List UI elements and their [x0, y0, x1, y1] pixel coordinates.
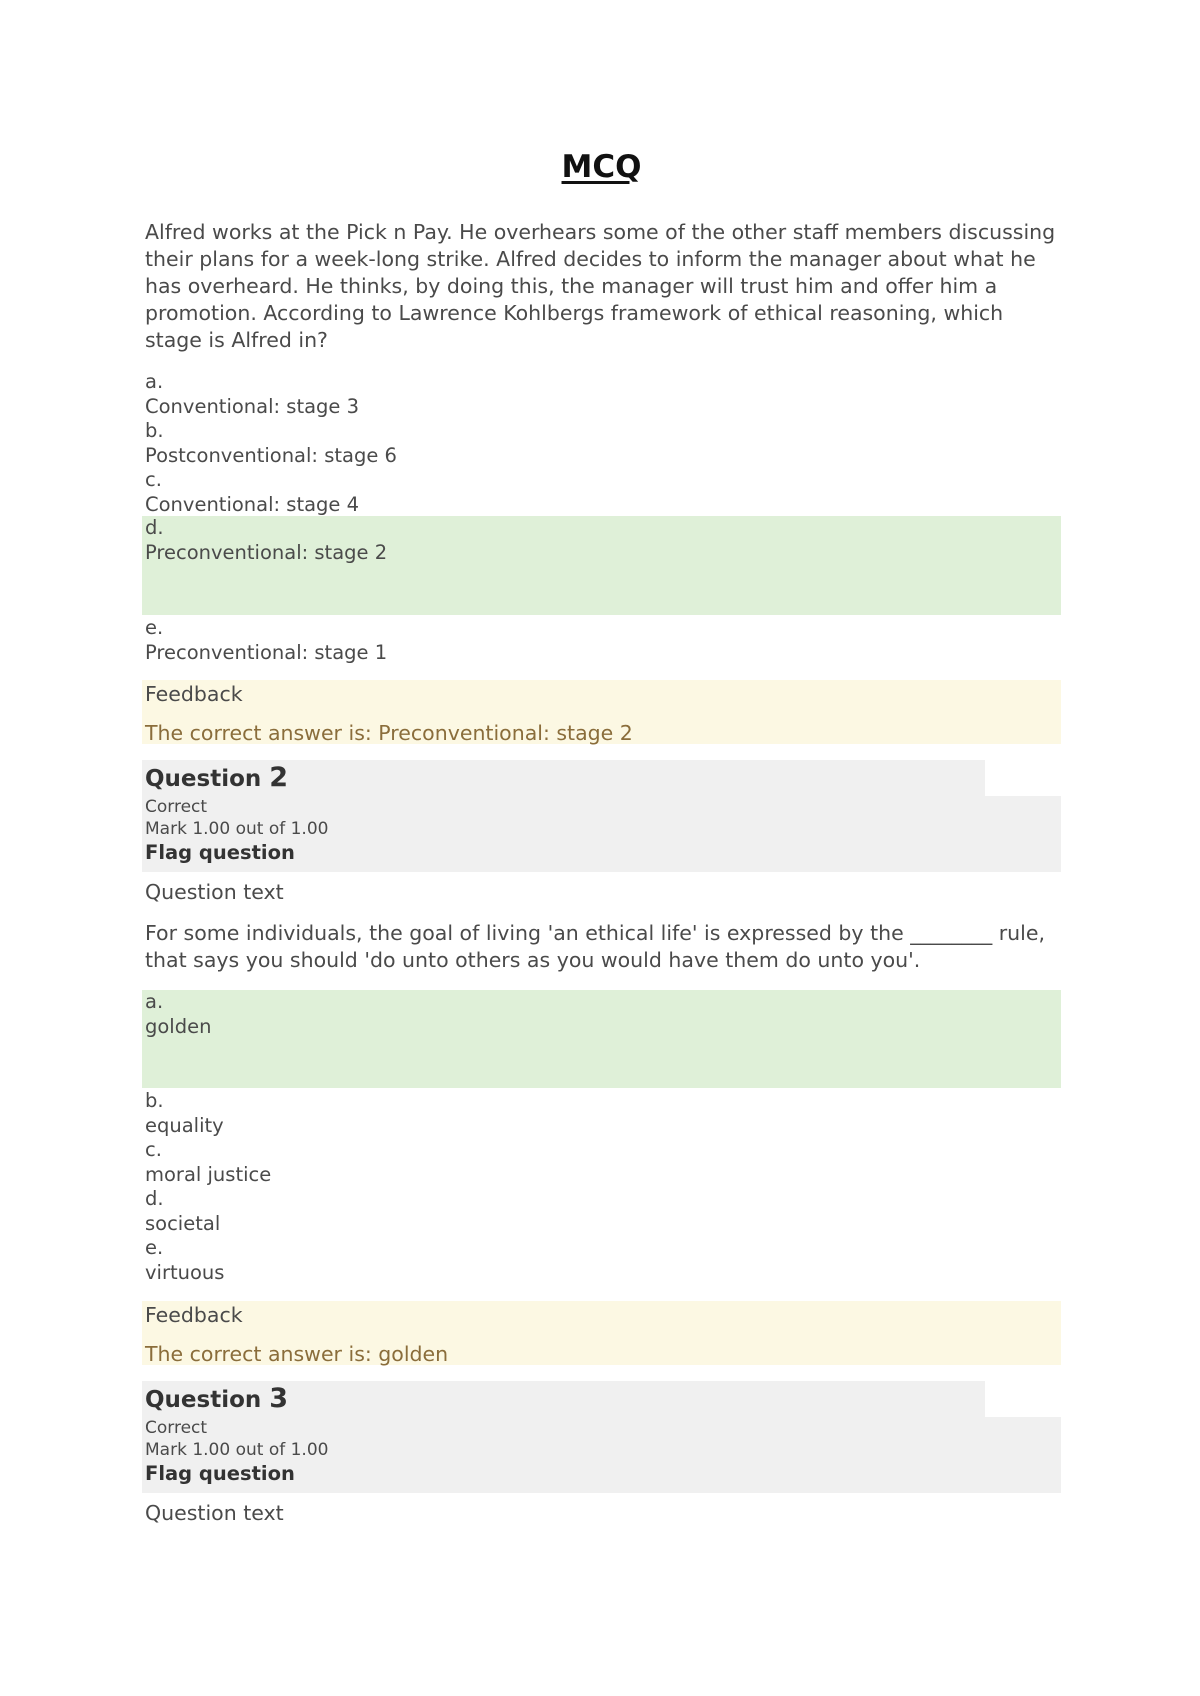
option-letter: e.: [145, 1236, 164, 1259]
option-letter: c.: [145, 1138, 162, 1161]
question-1-option-e[interactable]: [142, 616, 1061, 665]
question-number-value: 2: [269, 762, 289, 793]
question-state: Correct: [145, 797, 208, 817]
question-grade: Mark 1.00 out of 1.00: [145, 819, 329, 839]
question-number: [145, 1384, 288, 1415]
question-grade: Mark 1.00 out of 1.00: [145, 1440, 329, 1460]
option-text: Conventional: stage 4: [145, 492, 360, 516]
question-number-value: 3: [269, 1383, 289, 1414]
question-heading: Question: [145, 1387, 270, 1413]
question-1-option-a[interactable]: [142, 370, 1061, 419]
question-3-text-label: Question text: [145, 1501, 284, 1525]
question-2-text: For some individuals, the goal of living 'an ethical life' is expressed by the ________ rule, that says you should 'do unto others as you would have them do unto you'.: [145, 921, 1045, 972]
question-2-info: [142, 760, 1061, 872]
option-text: moral justice: [145, 1162, 272, 1186]
question-2-option-b[interactable]: [142, 1089, 1061, 1138]
flag-question-link[interactable]: Flag question: [145, 1462, 295, 1485]
question-1-option-b[interactable]: [142, 419, 1061, 468]
flag-question-link[interactable]: Flag question: [145, 841, 295, 864]
feedback-label: Feedback: [145, 1303, 243, 1327]
question-1-option-d-correct[interactable]: [142, 516, 1061, 615]
question-heading: Question: [145, 766, 270, 792]
question-2-text-label: Question text: [145, 880, 284, 904]
option-text: Preconventional: stage 2: [145, 540, 388, 564]
option-letter: a.: [145, 370, 164, 393]
option-letter: d.: [145, 1187, 164, 1210]
question-2-option-e[interactable]: [142, 1236, 1061, 1285]
option-letter: c.: [145, 468, 162, 491]
document-title: MCQ: [561, 149, 642, 185]
option-text: Conventional: stage 3: [145, 394, 360, 418]
option-text: Postconventional: stage 6: [145, 443, 397, 467]
option-text: Preconventional: stage 1: [145, 640, 388, 664]
question-2-option-d[interactable]: [142, 1187, 1061, 1236]
question-2-option-a-correct[interactable]: [142, 990, 1061, 1088]
question-3-info: [142, 1381, 1061, 1493]
question-2-feedback: [142, 1301, 1061, 1365]
question-1-feedback: [142, 680, 1061, 744]
question-state: Correct: [145, 1418, 208, 1438]
option-text: golden: [145, 1014, 212, 1038]
question-1-text: Alfred works at the Pick n Pay. He overhears some of the other staff members discussing their plans for a week-long strike. Alfred decides to inform the manager about what he has overheard. He thinks, by doing this, the manager will trust him and offer him a promotion. According to Lawrence Kohlbergs framework of ethical reasoning, which stage is Alfred in?: [145, 220, 1056, 352]
feedback-correct-answer: The correct answer is: Preconventional: stage 2: [145, 721, 633, 745]
option-letter: d.: [145, 516, 164, 539]
option-letter: b.: [145, 419, 164, 442]
question-1-option-c[interactable]: [142, 468, 1061, 517]
option-letter: e.: [145, 616, 164, 639]
option-text: equality: [145, 1113, 224, 1137]
question-number: [145, 763, 288, 794]
option-letter: b.: [145, 1089, 164, 1112]
question-2-option-c[interactable]: [142, 1138, 1061, 1187]
option-text: societal: [145, 1211, 221, 1235]
feedback-correct-answer: The correct answer is: golden: [145, 1342, 449, 1366]
option-text: virtuous: [145, 1260, 225, 1284]
option-letter: a.: [145, 990, 164, 1013]
feedback-label: Feedback: [145, 682, 243, 706]
